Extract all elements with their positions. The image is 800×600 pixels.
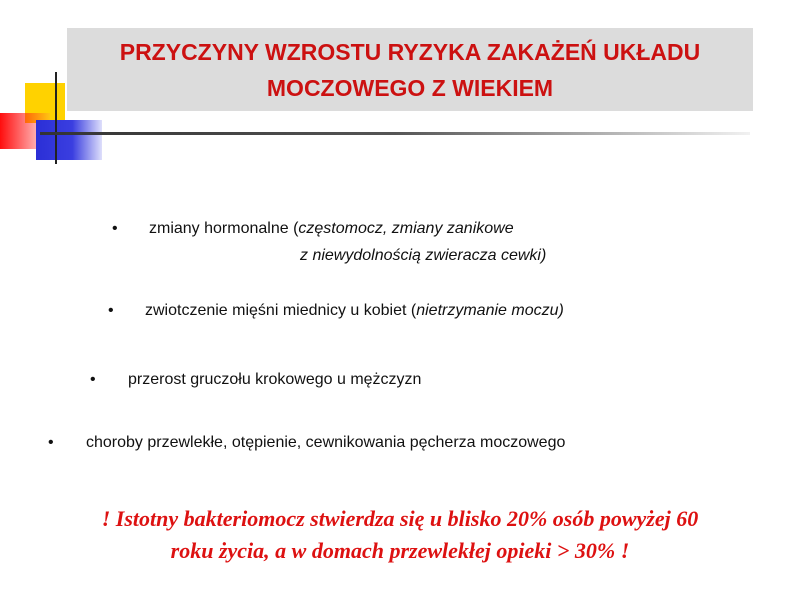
decor-vertical-line — [55, 72, 57, 164]
bullet-dot: • — [48, 434, 54, 451]
bullet-dot: • — [108, 302, 114, 319]
bullet-1-italic: częstomocz, zmiany zanikowe — [298, 220, 514, 237]
bullet-2-text: zwiotczenie mięśni miednicy u kobiet ( — [145, 302, 417, 319]
bullet-dot: • — [90, 371, 96, 388]
title-banner — [67, 28, 753, 111]
highlight-note: ! Istotny bakteriomocz stwierdza się u blisko 20% osób powyżej 60 roku życia, a w domach przewlekłej opieki > 30% ! — [101, 506, 699, 563]
bullet-1-text: zmiany hormonalne ( — [149, 220, 299, 237]
bullet-dot: • — [112, 220, 118, 237]
bullet-2-italic: nietrzymanie moczu) — [416, 302, 564, 319]
bullet-3-text: przerost gruczołu krokowego u mężczyzn — [128, 371, 422, 388]
slide-title: PRZYCZYNY WZROSTU RYZYKA ZAKAŻEŃ UKŁADU MOCZOWEGO Z WIEKIEM — [119, 38, 701, 101]
bullet-1-italic-line2: z niewydolnością zwieracza cewki) — [300, 247, 547, 264]
bullet-4-text: choroby przewlekłe, otępienie, cewnikowania pęcherza moczowego — [86, 434, 566, 451]
decor-horizontal-line — [40, 132, 750, 135]
decor-blue-square — [36, 120, 102, 160]
